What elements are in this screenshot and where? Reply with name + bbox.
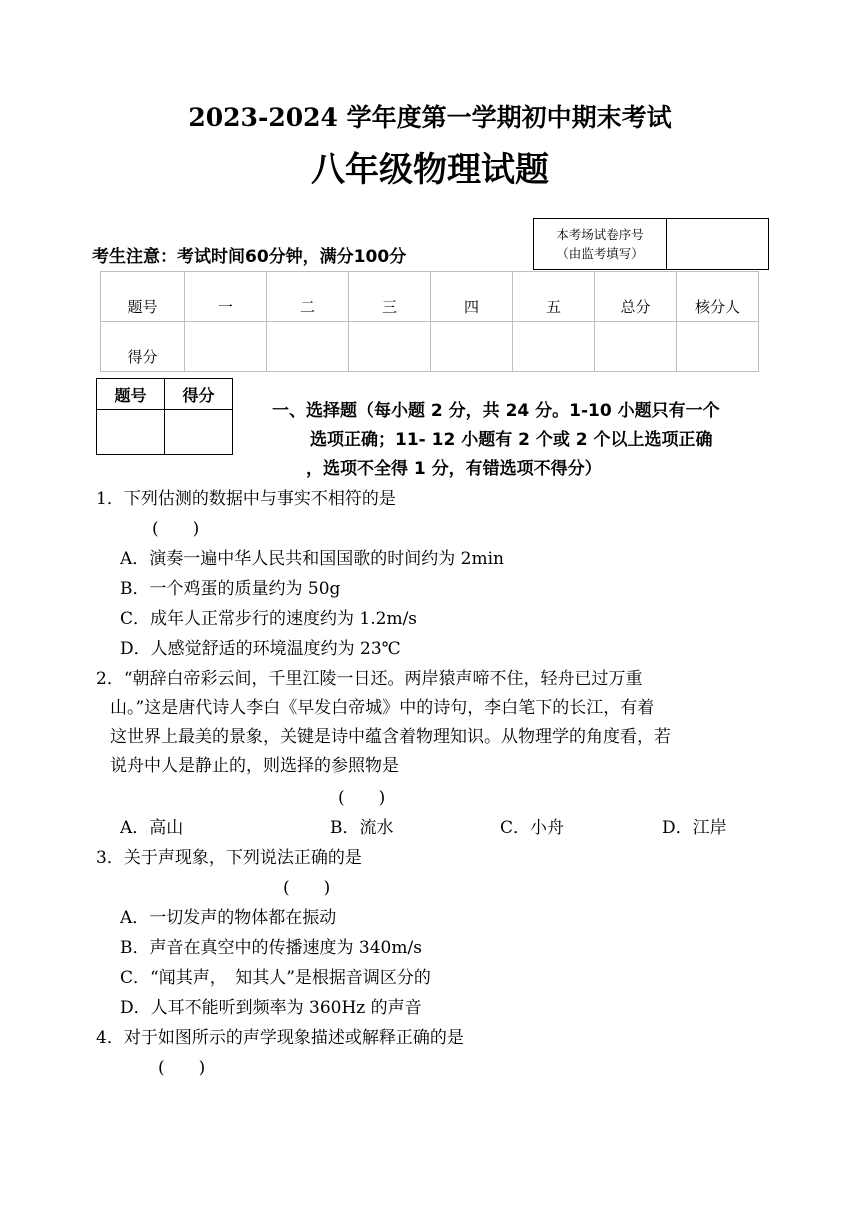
section-score-cell [97, 410, 165, 455]
seat-label-line1: 本考场试卷序号 [556, 227, 644, 242]
exam-notice: 考生注意：考试时间60分钟，满分100分 [92, 247, 407, 267]
q4-answer-paren: ( ) [158, 1058, 206, 1078]
section-score-header: 得分 [165, 379, 233, 410]
section-score-header: 题号 [97, 379, 165, 410]
q1-option-a: A．演奏一遍中华人民共和国国歌的时间约为 2min [120, 549, 505, 569]
q2-option-d: D．江岸 [662, 818, 727, 838]
q2-option-a: A．高山 [120, 818, 184, 838]
score-header-cell: 一 [185, 272, 267, 322]
seat-label-line2: （由监考填写） [556, 246, 644, 261]
score-header-cell: 题号 [101, 272, 185, 322]
q2-line1: 2．“朝辞白帝彩云间，千里江陵一日还。两岸猿声啼不住，轻舟已过万重 [96, 669, 643, 689]
score-header-cell: 四 [431, 272, 513, 322]
score-cell [595, 322, 677, 372]
score-cell [431, 322, 513, 372]
score-row-label: 得分 [101, 322, 185, 372]
q3-answer-paren: ( ) [283, 878, 331, 898]
q1-option-d: D．人感觉舒适的环境温度约为 23℃ [120, 639, 401, 659]
q2-option-b: B．流水 [330, 818, 394, 838]
q3-option-c: C．“闻其声， 知其人”是根据音调区分的 [120, 968, 431, 988]
score-cell [267, 322, 349, 372]
q1-option-c: C．成年人正常步行的速度约为 1.2m/s [120, 609, 418, 629]
q3-stem: 3．关于声现象，下列说法正确的是 [96, 848, 362, 868]
q3-option-d: D．人耳不能听到频率为 360Hz 的声音 [120, 998, 422, 1018]
section-score-cell [165, 410, 233, 455]
q1-answer-paren: ( ) [152, 519, 200, 539]
score-cell [513, 322, 595, 372]
q2-line4: 说舟中人是静止的，则选择的参照物是 [110, 756, 399, 776]
score-header-cell: 核分人 [677, 272, 759, 322]
section-score-table [96, 378, 233, 455]
section1-heading-line1: 一、选择题（每小题 2 分，共 24 分。1-10 小题只有一个 [272, 401, 720, 421]
exam-title: 2023-2024 学年度第一学期初中期末考试 [188, 103, 672, 132]
score-header-cell: 三 [349, 272, 431, 322]
q2-answer-paren: ( ) [338, 788, 386, 808]
score-header-cell: 五 [513, 272, 595, 322]
q3-option-b: B．声音在真空中的传播速度为 340m/s [120, 938, 422, 958]
score-table-header-row [101, 272, 759, 322]
q4-stem: 4．对于如图所示的声学现象描述或解释正确的是 [96, 1028, 464, 1048]
q3-option-a: A．一切发声的物体都在振动 [120, 908, 337, 928]
score-cell [185, 322, 267, 372]
score-header-cell: 总分 [595, 272, 677, 322]
q2-option-c: C．小舟 [500, 818, 565, 838]
score-cell [349, 322, 431, 372]
q1-option-b: B．一个鸡蛋的质量约为 50g [120, 579, 341, 599]
seat-number-label [534, 219, 667, 269]
score-header-cell: 二 [267, 272, 349, 322]
score-table-score-row [101, 322, 759, 372]
q2-line2: 山。”这是唐代诗人李白《早发白帝城》中的诗句，李白笔下的长江，有着 [110, 698, 655, 718]
section1-heading-line3: ，选项不全得 1 分，有错选项不得分） [306, 459, 602, 479]
score-table [100, 271, 759, 372]
score-cell [677, 322, 759, 372]
subject-title: 八年级物理试题 [311, 150, 549, 190]
q2-line3: 这世界上最美的景象，关键是诗中蕴含着物理知识。从物理学的角度看，若 [110, 727, 671, 747]
q1-stem: 1．下列估测的数据中与事实不相符的是 [96, 489, 396, 509]
seat-number-box [533, 218, 769, 270]
section1-heading-line2: 选项正确；11- 12 小题有 2 个或 2 个以上选项正确 [310, 430, 713, 450]
